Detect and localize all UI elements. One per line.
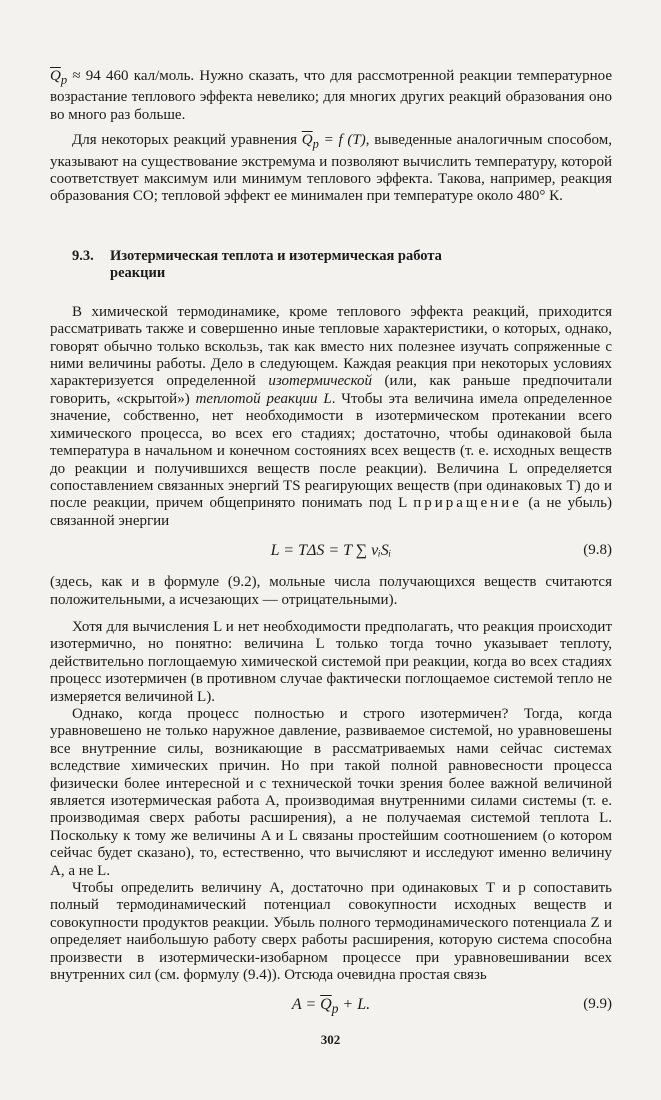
section-heading	[72, 248, 612, 282]
section-title-line1: Изотермическая теплота и изотермическая работа	[110, 247, 442, 264]
paragraph-6: Однако, когда процесс полностью и строго изотермичен? Тогда, когда уравновешено не только наружное давление, развиваемое системой, но уравновешены все внутренние силы, возникающие в рассматриваемых нами сейчас системах вследствие химических причин. Но при такой полной равновесности процесса физически более интересной и с технической точки зрения более важной величиной является изотермическая работа A, производимая внутренними силами системы (т. е. производимая сверх работы расширения), а не получаемая системой теплота L. Поскольку к тому же величины A и L связаны простейшим соотношением (о котором сейчас будет сказано), то, естественно, что вычисляют и исследуют именно величину A, а не L.	[50, 705, 612, 879]
equation-9-9	[50, 992, 612, 1022]
equation-9-9-number: (9.9)	[583, 996, 612, 1013]
section-number: 9.3.	[72, 247, 94, 264]
section-title-line2: реакции	[110, 264, 166, 281]
page-number: 302	[320, 1032, 341, 1047]
page-body	[50, 68, 612, 1028]
paragraph-1: $\overline{Q}_p \approx 94$ 460 кал/моль. Нужно сказать, что для рассмотренной реакции температурное возрастание теплового эффекта невелико; для многих других реакций образования оно во много раз больше.	[50, 68, 612, 123]
equation-9-8	[50, 538, 612, 568]
paragraph-5: Хотя для вычисления L и нет необходимости предполагать, что реакция происходит изотермично, но понятно: величина L только тогда точно указывает теплоту, действительно поглощаемую химической системой при реакции, когда во всех стадиях процесс изотермичен (в противном случае фактически поглощаемое системой тепло не измеряется величиной L).	[50, 618, 612, 705]
paragraph-7: Чтобы определить величину A, достаточно при одинаковых T и p сопоставить полный термодинамический потенциал совокупности исходных веществ и совокупности продуктов реакции. Убыль полного термодинамического потенциала Z и определяет наибольшую работу сверх работы расширения, которую система способна произвести в изотермически-изобарном процессе при уравновешивании всех внутренних сил (см. формулу (9.4)). Отсюда очевидна простая связь	[50, 880, 612, 984]
paragraph-4: (здесь, как и в формуле (9.2), мольные числа получающихся веществ считаются положительными, а исчезающих — отрицательными).	[50, 574, 612, 608]
paragraph-2: Для некоторых реакций уравнения $\overline{Q}_p = f$ (T), выведенные аналогичным способом, указывают на существование экстремума и позволяют вычислить температуру, которой соответствует максимум или минимум теплового эффекта. Такова, например, реакция образования CO; тепловой эффект ее минимален при температуре около 480° К.	[50, 132, 613, 205]
equation-9-8-number: (9.8)	[583, 542, 612, 559]
equation-9-8-expression: L = TΔS = T ∑ νᵢSᵢ	[270, 542, 392, 560]
equation-9-9-expression: $A = \overline{Q}_p + L$.	[291, 996, 371, 1017]
paragraph-3: В химической термодинамике, кроме теплового эффекта реакций, приходится рассматривать также и совершенно иные тепловые характеристики, о которых, однако, говорят обычно только вскользь, так как вместо них полезнее изучать сопряженные с ними величины работы. Дело в следующем. Каждая реакция при некоторых условиях характеризуется определенной изотермической (или, как раньше предпочитали говорить, «скрытой») теплотой реакции L. Чтобы эта величина имела определенное значение, собственно, нет необходимости в изотермическом протекании всего химического процесса, во всех его стадиях; достаточно, чтобы одинаковой была температура в начальном и конечном состояниях всех веществ (т. е. исходных веществ до реакции и получившихся веществ после реакции). Величина L определяется сопоставлением связанных энергий TS реагирующих веществ (при одинаковых T) до и после реакции, причем общепринято понимать под L приращение (а не убыль) связанной энергии	[50, 303, 613, 529]
